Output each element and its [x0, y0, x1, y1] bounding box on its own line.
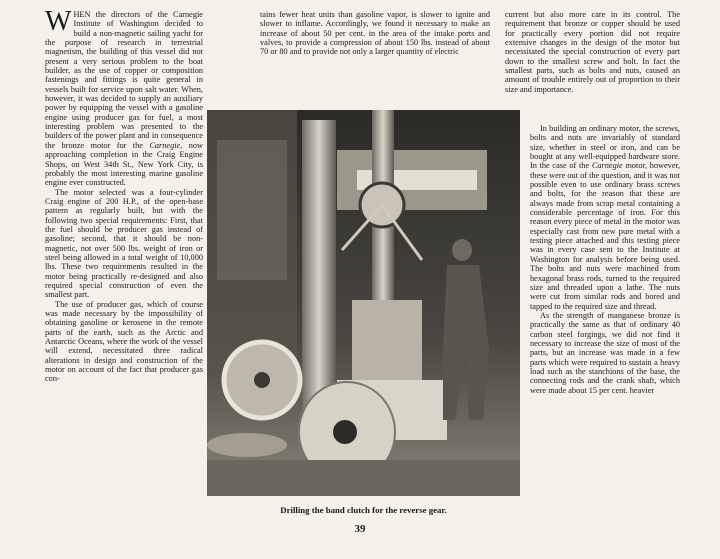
- drill-press-photo: [207, 110, 520, 496]
- figure-caption: Drilling the band clutch for the reverse gear.: [280, 505, 447, 515]
- column-1: [45, 6, 203, 384]
- column-2-top: [260, 10, 490, 57]
- paragraph-right-3: As the strength of manganese bronze is practically the same as that of ordinary 40 carbon steel forgings, we did not find it necessary to increase the size of most of the parts, but an increase was made in a few parts which were required to sustain a heavy load such as the stanchions of the base, the connecting rods and the crank shaft, which were made about 15 per cent. heavier: [530, 310, 680, 395]
- paragraph-continued-right: current but also more care in its control. The requirement that bronze or copper should be used for practically every portion did not require extensive changes in the design of the motor but necessitated the special construction of every part down to the smallest screw and bolt. In fact the smallest parts, such as bolts and nuts, caused an amount of trouble entirely out of proportion to their size and importance.: [505, 10, 680, 94]
- column-3: [505, 10, 680, 94]
- paragraph-2: The motor selected was a four-cylinder Craig engine of 200 H.P., of the open-base pattern as regularly built, but with the following two special requirements: First, that the fuel should be producer gas instead of gasoline; second, that it should be non-magnetic, not over 500 lbs. weight of iron or steel being allowed in a total weight of 10,000 lbs. These two requirements resulted in the motor being practically re-designed and also required special construction of even the smallest part.: [45, 187, 203, 300]
- page-number: 39: [354, 523, 366, 535]
- column-3-lower: [530, 124, 680, 395]
- paragraph-1: WHEN the directors of the Carnegie Institute of Washington decided to build a non-magnetic sailing yacht for the purpose of research in terrestrial magnetism, the building of this vessel did not present a very serious problem to the boat builder, as the use of copper or composition fastenings and fittings is quite general in vessels built for service upon salt water. When, however, it was decided to supply an auxiliary power by equipping the vessel with a gasoline engine using producer gas for fuel, a most interesting problem was presented to the builders of the power plant and in consequence the bronze motor for the Carnegie, now approaching completion in the Craig Engine Shops, on West 34th St., New York City, is probably the most interesting marine gasoline engine ever constructed.: [45, 6, 203, 188]
- drop-cap: W: [45, 6, 72, 37]
- photo-illustration: [207, 110, 520, 496]
- paragraph-continued: tains fewer heat units than gasoline vapor, is slower to ignite and slower to inflame. Accordingly, we found it necessary to make an increase of about 50 per cent. in the area of the intake ports and valves, to provide a compression of about 150 lbs. instead of about 70 or 80 and to provide not only a larger quantity of electric: [260, 10, 490, 57]
- paragraph-3: The use of producer gas, which of course was made necessary by the impossibility of obtaining gasoline or kerosene in the remote parts of the earth, such as the Arctic and Antarctic Oceans, where the work of the vessel will extend, necessitated three radical alterations in design and construction of the motor on account of the fact that producer gas con-: [45, 299, 203, 384]
- paragraph-right-2: In building an ordinary motor, the screws, bolts and nuts are invariably of standard size, whether in steel or iron, and can be bought at any well-equipped hardware store. In the case of the Carnegie motor, however, these were out of the question, and it was not possible even to use ordinary brass screws and bolts, for the reason that these are always made from scrap metal containing a considerable percentage of iron. For this reason every piece of metal in the motor was especially cast from new pure metal with a testing piece attached and this testing piece was in every case sent to the Institute at Washington for analysis before being used. The bolts and nuts were machined from hexagonal brass rods, turned to the required size and threaded upon a lathe. The nuts were cut from similar rods and bored and tapped to the required size and thread.: [530, 124, 681, 311]
